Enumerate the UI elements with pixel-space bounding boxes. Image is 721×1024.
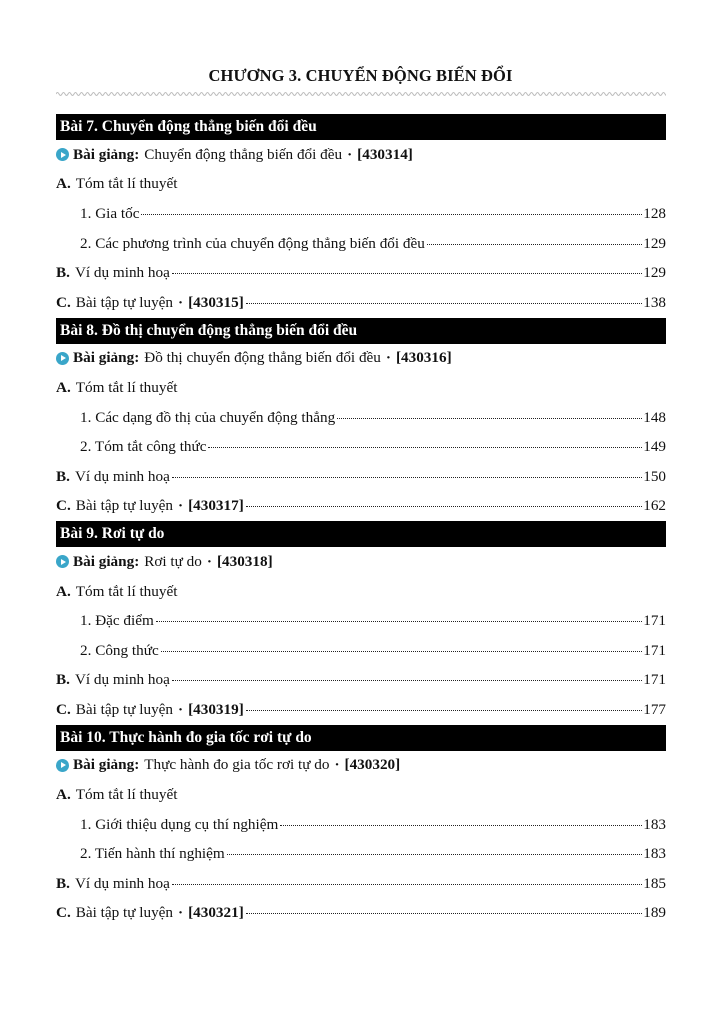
subitem-text-group <box>80 409 335 427</box>
subitem-text: 2. Tiến hành thí nghiệm <box>80 845 225 863</box>
play-circle-icon[interactable] <box>56 352 69 365</box>
page-number: 183 <box>643 815 666 833</box>
page-number: 129 <box>643 234 666 252</box>
section-c-text: Bài tập tự luyện <box>75 497 173 515</box>
lesson-header: Bài 7. Chuyển động thẳng biến đổi đều <box>56 114 666 140</box>
lesson-section <box>56 725 666 929</box>
subitem-text: 1. Giới thiệu dụng cụ thí nghiệm <box>80 815 279 833</box>
section-c-label: C. <box>56 293 71 311</box>
section-b-text: Ví dụ minh hoạ <box>74 264 170 282</box>
lecture-label: Bài giảng: <box>73 756 140 774</box>
lecture-label: Bài giảng: <box>73 552 140 570</box>
dot-leader <box>156 621 642 622</box>
dot-leader <box>427 244 642 245</box>
section-b-line <box>56 875 666 893</box>
section-a-row <box>56 577 666 607</box>
page-number: 177 <box>643 700 666 718</box>
lecture-code: [430318] <box>216 552 273 570</box>
dot-leader <box>280 825 642 826</box>
section-b-line <box>56 671 666 689</box>
bullet-dot-separator: · <box>385 349 391 367</box>
subitem-line <box>80 642 666 660</box>
play-circle-icon[interactable] <box>56 148 69 161</box>
section-c-text: Bài tập tự luyện <box>75 700 173 718</box>
section-c-line <box>56 294 666 312</box>
subitem-row[interactable] <box>56 199 666 229</box>
section-c-row[interactable] <box>56 899 666 929</box>
lesson-header: Bài 8. Đồ thị chuyển động thẳng biến đổi đều <box>56 318 666 344</box>
subitem-text-group <box>80 816 278 834</box>
section-c-text: Bài tập tự luyện <box>75 904 173 922</box>
bullet-dot-separator: · <box>178 700 184 718</box>
page-number: 185 <box>643 874 666 892</box>
section-a-label: A. <box>56 786 71 804</box>
section-a-row <box>56 780 666 810</box>
exercise-code: [430319] <box>188 700 244 718</box>
section-b-label: B. <box>56 264 70 282</box>
subitem-text: 2. Tóm tắt công thức <box>80 438 207 456</box>
lecture-row[interactable] <box>56 751 666 781</box>
lecture-title: Đồ thị chuyển động thẳng biến đổi đều <box>144 349 381 367</box>
section-b-text-group <box>56 468 170 486</box>
bullet-dot-separator: · <box>347 145 353 163</box>
section-a-text: Tóm tắt lí thuyết <box>75 175 178 193</box>
section-c-line <box>56 904 666 922</box>
lesson-header: Bài 9. Rơi tự do <box>56 521 666 547</box>
lecture-row[interactable] <box>56 140 666 170</box>
section-c-text-group <box>56 701 244 719</box>
subitem-text-group <box>80 612 154 630</box>
play-circle-icon[interactable] <box>56 759 69 772</box>
subitem-row[interactable] <box>56 432 666 462</box>
section-c-text-group <box>56 294 244 312</box>
section-b-text-group <box>56 671 170 689</box>
section-a-row <box>56 170 666 200</box>
subitem-text: 2. Công thức <box>80 641 159 659</box>
subitem-row[interactable] <box>56 636 666 666</box>
section-b-row[interactable] <box>56 869 666 899</box>
section-b-row[interactable] <box>56 258 666 288</box>
section-a-text: Tóm tắt lí thuyết <box>75 786 178 804</box>
section-c-label: C. <box>56 904 71 922</box>
subitem-line <box>80 612 666 630</box>
section-c-line <box>56 701 666 719</box>
lesson-section <box>56 318 666 522</box>
page-number: 128 <box>643 204 666 222</box>
subitem-text-group <box>80 438 206 456</box>
section-b-row[interactable] <box>56 666 666 696</box>
section-a-label: A. <box>56 175 71 193</box>
subitem-row[interactable] <box>56 403 666 433</box>
section-a-text: Tóm tắt lí thuyết <box>75 378 178 396</box>
subitem-line <box>80 438 666 456</box>
exercise-code: [430315] <box>188 293 244 311</box>
section-b-line <box>56 468 666 486</box>
lecture-label: Bài giảng: <box>73 145 140 163</box>
dot-leader <box>172 680 642 681</box>
subitem-text: 1. Các dạng đồ thị của chuyển động thẳng <box>80 408 336 426</box>
exercise-code: [430317] <box>188 497 244 515</box>
page-number: 148 <box>643 408 666 426</box>
dot-leader <box>141 214 642 215</box>
bullet-dot-separator: · <box>334 756 340 774</box>
subitem-text-group <box>80 642 159 660</box>
chapter-title: CHƯƠNG 3. CHUYỂN ĐỘNG BIẾN ĐỔI <box>208 66 513 85</box>
section-b-text: Ví dụ minh hoạ <box>74 874 170 892</box>
section-a-label: A. <box>56 582 71 600</box>
section-b-text-group <box>56 264 170 282</box>
toc-sections <box>56 114 666 928</box>
lesson-section <box>56 521 666 725</box>
subitem-line <box>80 235 666 253</box>
section-b-text: Ví dụ minh hoạ <box>74 467 170 485</box>
section-c-row[interactable] <box>56 288 666 318</box>
lecture-code: [430314] <box>357 145 413 163</box>
lecture-title: Thực hành đo gia tốc rơi tự do <box>144 756 330 774</box>
dot-leader <box>246 506 642 507</box>
section-a-text: Tóm tắt lí thuyết <box>75 582 178 600</box>
page-number: 129 <box>643 264 666 282</box>
lecture-title: Chuyển động thẳng biến đổi đều <box>144 145 343 163</box>
dot-leader <box>337 418 642 419</box>
page-number: 189 <box>643 904 666 922</box>
section-c-row[interactable] <box>56 492 666 522</box>
section-b-text: Ví dụ minh hoạ <box>74 671 170 689</box>
dot-leader <box>246 303 642 304</box>
section-c-line <box>56 497 666 515</box>
wave-divider <box>56 90 666 98</box>
subitem-text: 1. Gia tốc <box>80 204 140 222</box>
dot-leader <box>172 884 642 885</box>
lecture-title: Rơi tự do <box>144 552 202 570</box>
section-b-label: B. <box>56 467 70 485</box>
bullet-dot-separator: · <box>178 293 184 311</box>
section-b-label: B. <box>56 874 70 892</box>
dot-leader <box>246 913 642 914</box>
section-a-row <box>56 373 666 403</box>
section-b-line <box>56 264 666 282</box>
page-number: 162 <box>643 497 666 515</box>
subitem-text: 1. Đặc điểm <box>80 612 154 630</box>
section-c-label: C. <box>56 497 71 515</box>
section-b-row[interactable] <box>56 462 666 492</box>
subitem-text-group <box>80 205 139 223</box>
bullet-dot-separator: · <box>178 497 184 515</box>
subitem-line <box>80 845 666 863</box>
play-circle-icon[interactable] <box>56 555 69 568</box>
section-b-text-group <box>56 875 170 893</box>
section-a-label: A. <box>56 378 71 396</box>
subitem-line <box>80 816 666 834</box>
page-number: 138 <box>643 293 666 311</box>
section-c-text: Bài tập tự luyện <box>75 293 173 311</box>
page-number: 171 <box>643 641 666 659</box>
subitem-text: 2. Các phương trình của chuyển động thẳng biến đổi đều <box>80 234 425 252</box>
lecture-code: [430316] <box>395 349 452 367</box>
section-c-text-group <box>56 904 244 922</box>
page-number: 150 <box>643 467 666 485</box>
subitem-line <box>80 409 666 427</box>
page-number: 171 <box>643 671 666 689</box>
subitem-row[interactable] <box>56 606 666 636</box>
lecture-row[interactable] <box>56 547 666 577</box>
lecture-code: [430320] <box>344 756 401 774</box>
subitem-text-group <box>80 845 225 863</box>
lecture-row[interactable] <box>56 344 666 374</box>
dot-leader <box>172 273 642 274</box>
subitem-text-group <box>80 235 425 253</box>
bullet-dot-separator: · <box>206 552 212 570</box>
dot-leader <box>208 447 642 448</box>
dot-leader <box>227 854 643 855</box>
subitem-row[interactable] <box>56 810 666 840</box>
section-c-row[interactable] <box>56 695 666 725</box>
exercise-code: [430321] <box>188 904 244 922</box>
page-number: 183 <box>643 845 666 863</box>
section-c-label: C. <box>56 700 71 718</box>
page-number: 149 <box>643 438 666 456</box>
subitem-row[interactable] <box>56 229 666 259</box>
dot-leader <box>246 710 642 711</box>
section-b-label: B. <box>56 671 70 689</box>
subitem-line <box>80 205 666 223</box>
bullet-dot-separator: · <box>178 904 184 922</box>
dot-leader <box>161 651 643 652</box>
dot-leader <box>172 477 642 478</box>
section-c-text-group <box>56 497 244 515</box>
subitem-row[interactable] <box>56 839 666 869</box>
lesson-header: Bài 10. Thực hành đo gia tốc rơi tự do <box>56 725 666 751</box>
page-number: 171 <box>643 612 666 630</box>
lesson-section <box>56 114 666 318</box>
lecture-label: Bài giảng: <box>73 349 140 367</box>
